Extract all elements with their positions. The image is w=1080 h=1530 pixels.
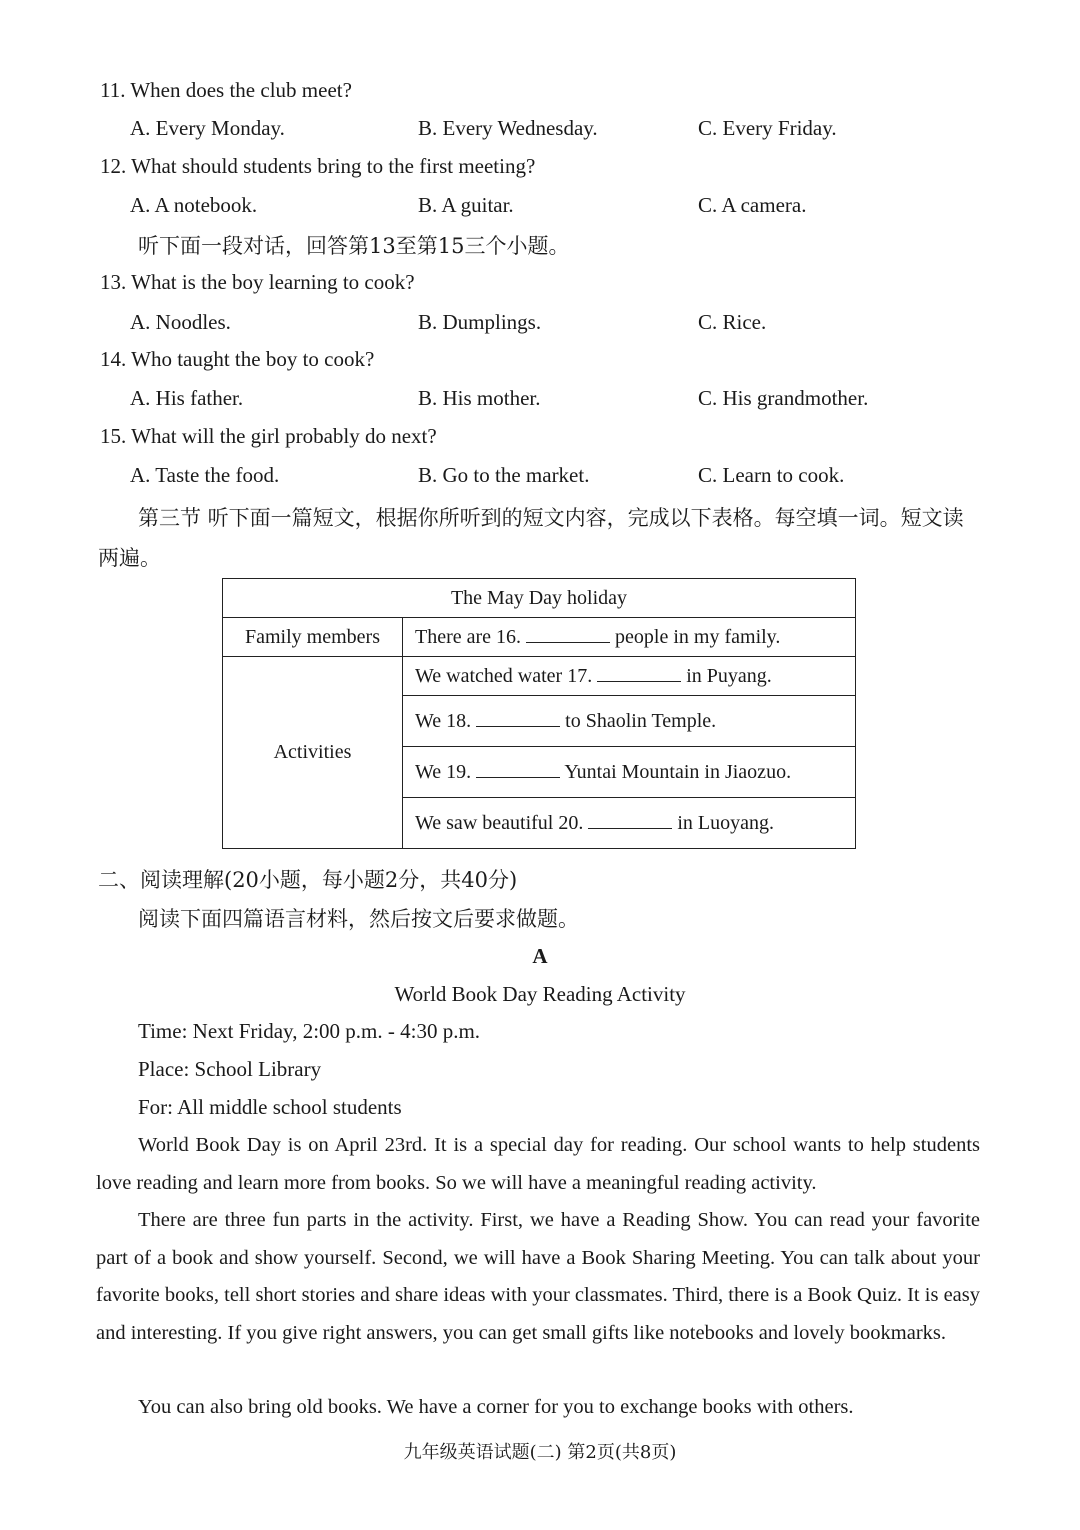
passage-letter: A [532,944,548,968]
section-3-instruction-cont: 两遍。 [98,546,161,570]
question-12: 12. What should students bring to the first meeting? [100,154,536,178]
family-members-label: Family members [223,618,403,657]
question-11: 11. When does the club meet? [100,78,352,102]
blank-16-prefix: There are 16. [415,625,522,648]
table-row [403,618,856,657]
option-11-a: A. Every Monday. [130,116,285,140]
question-15: 15. What will the girl probably do next? [100,424,437,448]
option-12-a: A. A notebook. [130,193,258,217]
passage-title: World Book Day Reading Activity [394,982,686,1006]
blank-18-prefix: We 18. [415,709,472,732]
table-row [403,747,856,798]
blank-20-prefix: We saw beautiful 20. [415,811,584,834]
option-13-c: C. Rice. [698,310,767,334]
reading-instruction: 阅读下面四篇语言材料，然后按文后要求做题。 [138,907,579,931]
table-title: The May Day holiday [223,579,856,618]
blank-19 [476,761,560,778]
paragraph-1 [96,1127,980,1202]
paragraph-2 [96,1202,980,1352]
question-13: 13. What is the boy learning to cook? [100,270,415,294]
section-3-instruction: 第三节 听下面一篇短文，根据你所听到的短文内容，完成以下表格。每空填一词。短文读 [138,506,964,530]
blank-17-suffix: in Puyang. [686,664,772,687]
blank-19-prefix: We 19. [415,760,472,783]
option-14-a: A. His father. [130,386,244,410]
reading-heading: 二、阅读理解(20小题，每小题2分，共40分) [98,868,518,892]
option-14-c: C. His grandmother. [698,386,869,410]
paragraph-1-text: World Book Day is on April 23rd. It is a special day for reading. Our school wants to help students love reading and learn more from books. So we will have a meaningful reading activity. [96,1134,980,1194]
instruction-13-15: 听下面一段对话，回答第13至第15三个小题。 [138,234,570,258]
option-11-c: C. Every Friday. [698,116,837,140]
page-footer: 九年级英语试题(二) 第2页(共8页) [403,1442,677,1463]
blank-18 [476,710,560,727]
event-place: Place: School Library [138,1057,322,1081]
option-15-a: A. Taste the food. [130,463,280,487]
option-13-a: A. Noodles. [130,310,231,334]
blank-16-suffix: people in my family. [615,625,781,648]
event-time: Time: Next Friday, 2:00 p.m. - 4:30 p.m. [138,1019,481,1043]
table-row [403,657,856,696]
paragraph-2-text: There are three fun parts in the activity. First, we have a Reading Show. You can read your favorite part of a book and show yourself. Second, we will have a Book Sharing Meeting. You can talk about your favorite books, tell short stories and share ideas with your classmates. Third, there is a Book Quiz. It is easy and interesting. If you give right answers, you can get small gifts like notebooks and lovely bookmarks. [96,1209,980,1344]
blank-17-prefix: We watched water 17. [415,664,593,687]
blank-18-suffix: to Shaolin Temple. [565,709,717,732]
paragraph-3 [96,1389,980,1427]
blank-17 [597,665,681,682]
blank-19-suffix: Yuntai Mountain in Jiaozuo. [564,760,792,783]
paragraph-3-text: You can also bring old books. We have a corner for you to exchange books with others. [138,1396,854,1418]
option-13-b: B. Dumplings. [418,310,542,334]
event-audience: For: All middle school students [138,1095,402,1119]
option-15-c: C. Learn to cook. [698,463,845,487]
option-12-b: B. A guitar. [418,193,514,217]
option-12-c: C. A camera. [698,193,807,217]
table-row [403,798,856,849]
blank-20 [588,812,672,829]
option-11-b: B. Every Wednesday. [418,116,598,140]
option-15-b: B. Go to the market. [418,463,590,487]
table-row [403,696,856,747]
option-14-b: B. His mother. [418,386,541,410]
blank-20-suffix: in Luoyang. [677,811,774,834]
question-14: 14. Who taught the boy to cook? [100,347,375,371]
activities-label: Activities [223,657,403,849]
blank-16 [526,626,610,643]
may-day-table [222,578,856,849]
